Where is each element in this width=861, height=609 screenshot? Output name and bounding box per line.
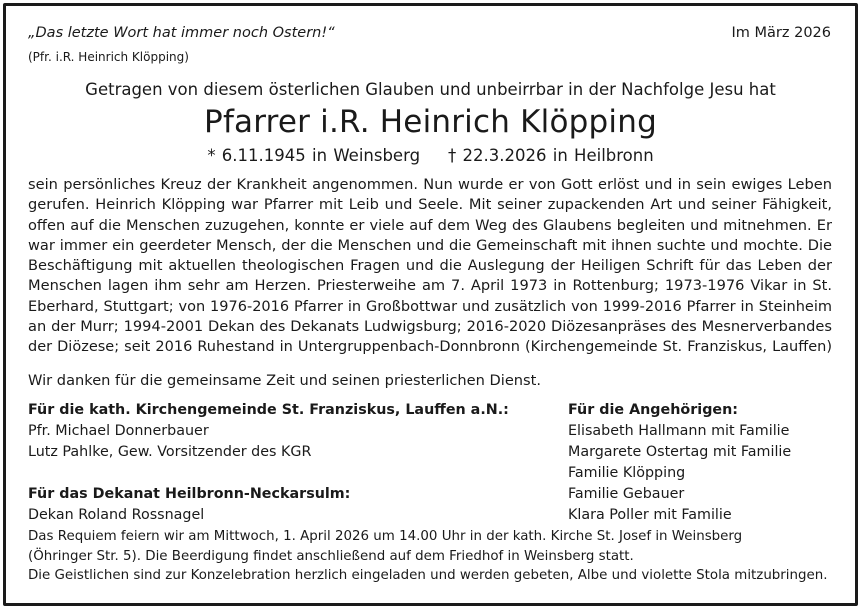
motto-source: (Pfr. i.R. Heinrich Klöpping) bbox=[28, 50, 189, 64]
life-dates bbox=[0, 146, 861, 165]
motto-quote: „Das letzte Wort hat immer noch Ostern!“ bbox=[28, 25, 335, 41]
body-line: war immer ein geerdeter Mensch, der die Menschen und die Gemeinschaft mit ihnen suchte und mochte. Die bbox=[28, 236, 832, 254]
relative-name: Klara Poller mit Familie bbox=[568, 507, 732, 523]
birth-date: * 6.11.1945 in Weinsberg bbox=[207, 146, 421, 165]
signatory-name: Pfr. Michael Donnerbauer bbox=[28, 423, 209, 439]
footer-line: (Öhringer Str. 5). Die Beerdigung findet anschließend auf dem Friedhof in Weinsberg statt. bbox=[28, 548, 634, 564]
relative-name: Margarete Ostertag mit Familie bbox=[568, 444, 792, 460]
deanery-heading: Für das Dekanat Heilbronn-Neckarsulm: bbox=[28, 486, 351, 502]
relative-name: Familie Gebauer bbox=[568, 486, 685, 502]
relatives-signatories bbox=[568, 400, 791, 526]
service-info bbox=[28, 527, 834, 586]
parish-signatories bbox=[28, 400, 509, 463]
body-line: Eberhard, Stuttgart; von 1976-2016 Pfarrer in Großbottwar und zusätzlich von 1999-2016 Pfarrer in Steinheim bbox=[28, 298, 832, 315]
body-line: gerufen. Heinrich Klöpping war Pfarrer mit Leib und Seele. Mit seiner zupackenden Art und seiner Fähigkeit, bbox=[28, 196, 832, 214]
parish-heading: Für die kath. Kirchengemeinde St. Franziskus, Lauffen a.N.: bbox=[28, 402, 509, 418]
footer-line: Die Geistlichen sind zur Konzelebration herzlich eingeladen und werden gebeten, Albe und violette Stola mitzubringen. bbox=[28, 568, 828, 584]
thanks-line: Wir danken für die gemeinsame Zeit und seinen priesterlichen Dienst. bbox=[28, 372, 542, 389]
body-line: an der Murr; 1994-2001 Dekan des Dekanats Ludwigsburg; 2016-2020 Diözesanpräses des Mesnerverbandes bbox=[28, 318, 832, 336]
deanery-signatories bbox=[28, 484, 350, 526]
relative-name: Familie Klöpping bbox=[568, 465, 686, 481]
signatory-name: Lutz Pahlke, Gew. Vorsitzender des KGR bbox=[28, 444, 312, 460]
footer-line: Das Requiem feiern wir am Mittwoch, 1. April 2026 um 14.00 Uhr in der kath. Kirche St. Josef in Weinsberg bbox=[28, 529, 743, 544]
body-line: der Diözese; seit 2016 Ruhestand in Untergruppenbach-Donnbronn (Kirchengemeinde St. Franziskus, Lauffen) bbox=[28, 339, 832, 356]
obituary-body bbox=[28, 175, 832, 358]
intro-line: Getragen von diesem österlichen Glauben und unbeirrbar in der Nachfolge Jesu hat bbox=[85, 80, 776, 99]
relative-name: Elisabeth Hallmann mit Familie bbox=[568, 423, 790, 439]
death-date: † 22.3.2026 in Heilbronn bbox=[448, 146, 654, 165]
body-line: Menschen lagen ihm sehr am Herzen. Priesterweihe am 7. April 1973 in Rottenburg; 1973-1976 Vikar in St. bbox=[28, 277, 832, 295]
body-line: Beschäftigung mit aktuellen theologischen Fragen und die Auslegung der Heiligen Schrift für das Leben der bbox=[28, 257, 832, 275]
signatory-name: Dekan Roland Rossnagel bbox=[28, 507, 205, 523]
body-line: sein persönliches Kreuz der Krankheit angenommen. Nun wurde er von Gott erlöst und in sein ewiges Leben bbox=[28, 176, 832, 193]
body-line: offen auf die Menschen zuzugehen, konnte er viele auf dem Weg des Glaubens begleiten und mitnehmen. Er bbox=[28, 216, 832, 234]
relatives-heading: Für die Angehörigen: bbox=[568, 402, 739, 418]
notice-date: Im März 2026 bbox=[731, 25, 831, 41]
deceased-name: Pfarrer i.R. Heinrich Klöpping bbox=[204, 104, 657, 140]
